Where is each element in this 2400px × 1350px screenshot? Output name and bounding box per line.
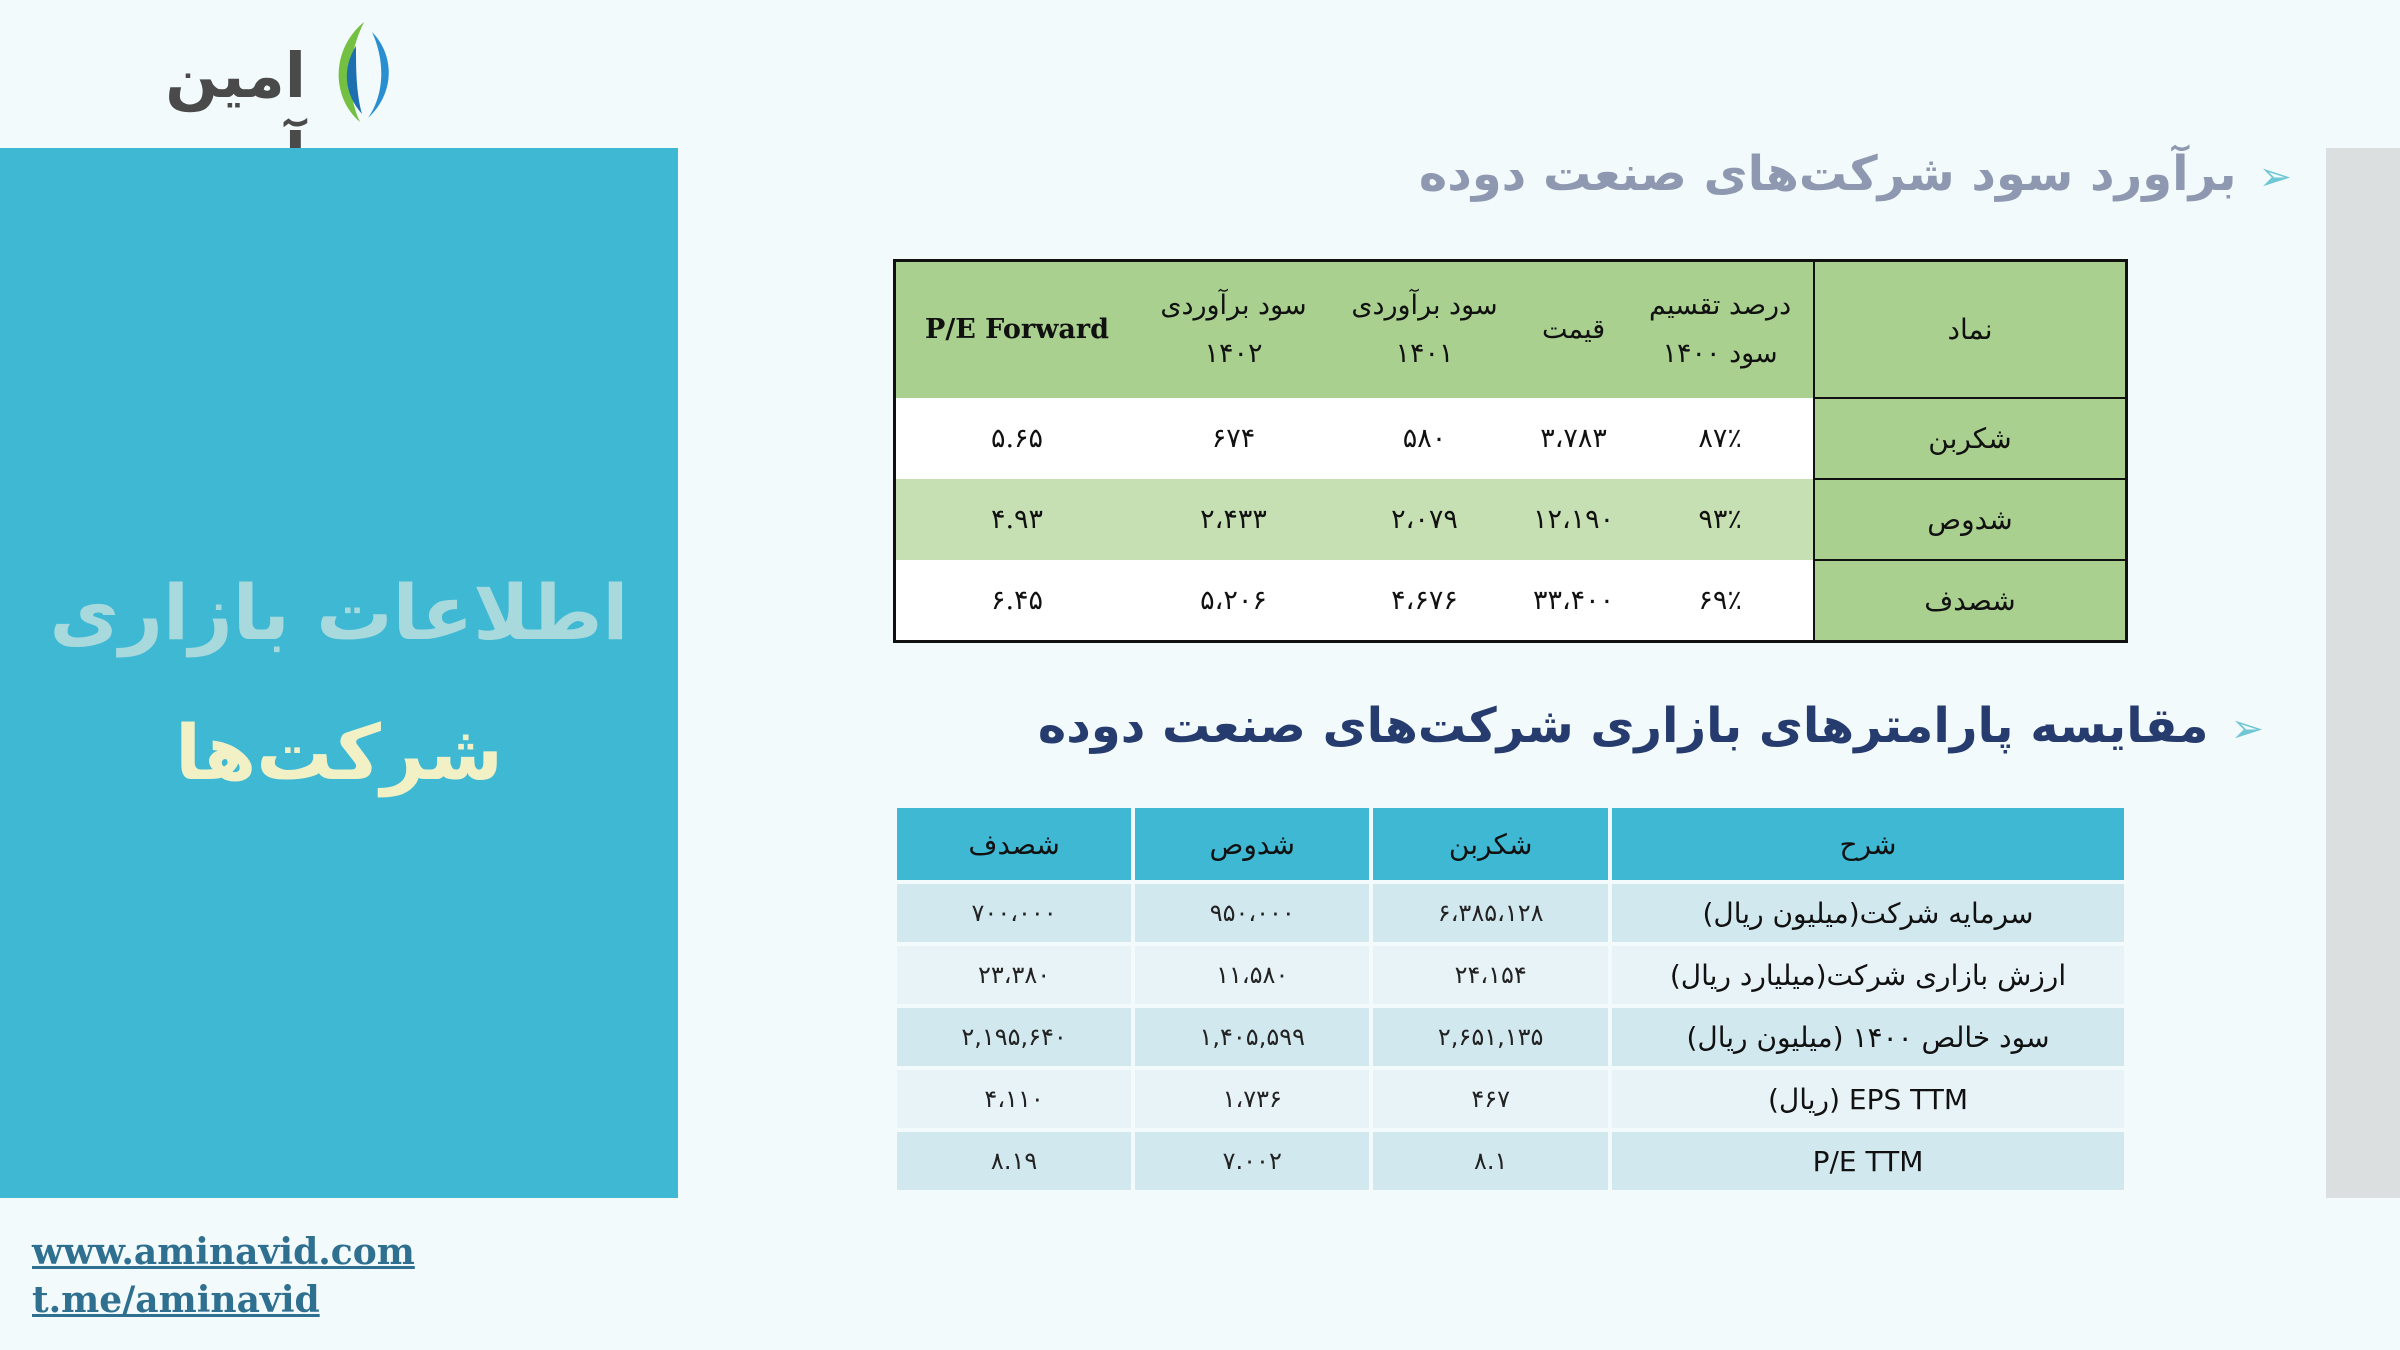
- market-params-table: [893, 804, 2128, 1194]
- header-price: قیمت: [1520, 261, 1627, 399]
- cell-est1401: ۲،۰۷۹: [1329, 479, 1520, 560]
- table-row: [895, 479, 2127, 560]
- cell-col3: ۲۳،۳۸۰: [897, 946, 1131, 1004]
- section1-heading-text: برآورد سود شرکت‌های صنعت دوده: [1418, 146, 2237, 202]
- cell-col2: ۷.۰۰۲: [1135, 1132, 1369, 1190]
- cell-col1: ۴۶۷: [1373, 1070, 1608, 1128]
- cell-col1: ۶،۳۸۵،۱۲۸: [1373, 884, 1608, 942]
- cell-col3: ۴،۱۱۰: [897, 1070, 1131, 1128]
- header-est1401-l1: سود برآوردی: [1351, 290, 1498, 321]
- panel-title-line2: شرکت‌ها: [175, 708, 503, 797]
- header-est1402-l1: سود برآوردی: [1160, 290, 1307, 321]
- arrow-bullet-icon: ➢: [2258, 154, 2292, 200]
- cell-pe: ۶.۴۵: [895, 560, 1139, 642]
- table-row: [897, 884, 2124, 942]
- cell-col2: ۱,۴۰۵,۵۹۹: [1135, 1008, 1369, 1066]
- section2-heading-text: مقایسه پارامترهای بازاری شرکت‌های صنعت دوده: [1037, 698, 2209, 754]
- header-est1401-l2: ۱۴۰۱: [1395, 338, 1454, 369]
- table-row: [897, 1132, 2124, 1190]
- cell-desc: سرمایه شرکت(میلیون ریال): [1612, 884, 2124, 942]
- header-est1402: [1138, 261, 1329, 399]
- header-dividend-l1: درصد تقسیم: [1649, 290, 1792, 321]
- header-est1401: [1329, 261, 1520, 399]
- header-symbol: نماد: [1814, 261, 2127, 399]
- header-pe-forward: P/E Forward: [895, 261, 1139, 399]
- section1-heading: [1419, 146, 2292, 202]
- logo-text: امین: [165, 39, 306, 112]
- cell-est1401: ۵۸۰: [1329, 398, 1520, 479]
- cell-col2: ۱،۷۳۶: [1135, 1070, 1369, 1128]
- header-dividend-l2: سود ۱۴۰۰: [1662, 338, 1778, 369]
- table-header-row: [895, 261, 2127, 399]
- cell-price: ۱۲،۱۹۰: [1520, 479, 1627, 560]
- cell-col2: ۱۱،۵۸۰: [1135, 946, 1369, 1004]
- header-col1: شکربن: [1373, 808, 1608, 880]
- company-logo: [36, 18, 416, 128]
- cell-dividend: ۸۷٪: [1627, 398, 1814, 479]
- right-decor-bar: [2326, 148, 2400, 1198]
- cell-est1402: ۵،۲۰۶: [1138, 560, 1329, 642]
- header-col2: شدوص: [1135, 808, 1369, 880]
- cell-symbol: شدوص: [1814, 479, 2127, 560]
- website-link[interactable]: www.aminavid.com: [32, 1231, 415, 1273]
- cell-desc: ارزش بازاری شرکت(میلیارد ریال): [1612, 946, 2124, 1004]
- header-col3: شصدف: [897, 808, 1131, 880]
- cell-col1: ۲۴،۱۵۴: [1373, 946, 1608, 1004]
- cell-price: ۳،۷۸۳: [1520, 398, 1627, 479]
- section2-heading: [1038, 698, 2264, 754]
- cell-est1402: ۲،۴۳۳: [1138, 479, 1329, 560]
- cell-desc: P/E TTM: [1612, 1132, 2124, 1190]
- cell-desc: EPS TTM (ریال): [1612, 1070, 2124, 1128]
- cell-dividend: ۶۹٪: [1627, 560, 1814, 642]
- table-row: [895, 560, 2127, 642]
- profit-estimate-table: [893, 259, 2128, 643]
- table-header-row: [897, 808, 2124, 880]
- panel-title-line1: اطلاعات بازاری: [49, 568, 629, 657]
- table-row: [897, 1008, 2124, 1066]
- logo-mark-icon: [312, 18, 412, 128]
- telegram-link[interactable]: t.me/aminavid: [32, 1279, 320, 1321]
- cell-col1: ۲,۶۵۱,۱۳۵: [1373, 1008, 1608, 1066]
- cell-symbol: شصدف: [1814, 560, 2127, 642]
- cell-est1402: ۶۷۴: [1138, 398, 1329, 479]
- title-panel: [0, 148, 678, 1198]
- header-est1402-l2: ۱۴۰۲: [1204, 338, 1263, 369]
- table-row: [895, 398, 2127, 479]
- cell-col3: ۲,۱۹۵,۶۴۰: [897, 1008, 1131, 1066]
- cell-col3: ۸.۱۹: [897, 1132, 1131, 1190]
- header-dividend: [1627, 261, 1814, 399]
- cell-dividend: ۹۳٪: [1627, 479, 1814, 560]
- arrow-bullet-icon: ➢: [2230, 706, 2264, 752]
- table-row: [897, 946, 2124, 1004]
- cell-pe: ۴.۹۳: [895, 479, 1139, 560]
- cell-price: ۳۳،۴۰۰: [1520, 560, 1627, 642]
- cell-col3: ۷۰۰،۰۰۰: [897, 884, 1131, 942]
- table-row: [897, 1070, 2124, 1128]
- header-desc: شرح: [1612, 808, 2124, 880]
- cell-col2: ۹۵۰،۰۰۰: [1135, 884, 1369, 942]
- cell-symbol: شکربن: [1814, 398, 2127, 479]
- cell-col1: ۸.۱: [1373, 1132, 1608, 1190]
- cell-desc: سود خالص ۱۴۰۰ (میلیون ریال): [1612, 1008, 2124, 1066]
- cell-pe: ۵.۶۵: [895, 398, 1139, 479]
- footer-links: [32, 1228, 415, 1324]
- cell-est1401: ۴،۶۷۶: [1329, 560, 1520, 642]
